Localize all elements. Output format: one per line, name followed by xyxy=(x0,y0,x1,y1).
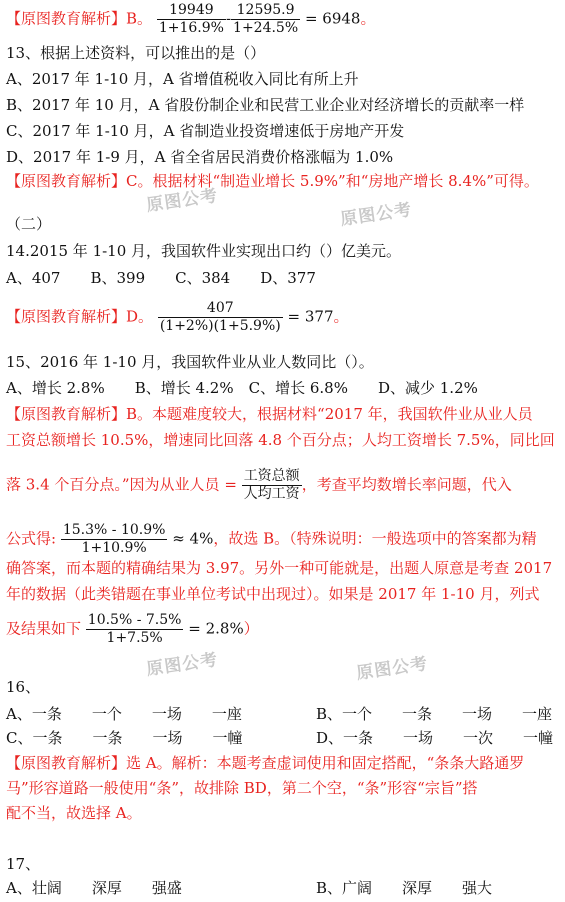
q13-analysis: 【原图教育解析】C。根据材料“制造业增长 5.9%”和“房地产增长 8.4%”可得。 xyxy=(6,172,539,190)
fraction: $\frac{15.3\% - 10.9\%}{1+10.9\%}$ xyxy=(62,522,166,556)
q16-option-a: A、一条 一个 一场 一座 xyxy=(6,705,242,723)
q15-analysis-line4: 公式得: $\frac{15.3\% - 10.9\%}{1+10.9\%}$ ≈ 4%，故选 B。（特殊说明：一般选项中的答案都为精 xyxy=(6,522,537,556)
q17-option-a: A、壮阔 深厚 强盛 xyxy=(6,879,182,897)
q16-option-d: D、一条 一场 一次 一幢 xyxy=(316,729,554,747)
q15-options: A、增长 2.8% B、增长 4.2% C、增长 6.8% D、减少 1.2% xyxy=(6,379,478,397)
q14-analysis: 【原图教育解析】D。 $\frac{407}{(1+2\%)(1+5.9\%)}$ = 377。 xyxy=(6,300,349,334)
q16-analysis-line1: 【原图教育解析】选 A。解析：本题考查虚词使用和固定搭配，“条条大路通罗 xyxy=(6,754,525,772)
q15-analysis-line1: 【原图教育解析】B。本题难度较大，根据材料“2017 年，我国软件业从业人员 xyxy=(6,405,533,423)
q13-option-d: D、2017 年 1-9 月，A 省全省居民消费价格涨幅为 1.0% xyxy=(6,148,394,166)
q13-option-c: C、2017 年 1-10 月，A 省制造业投资增速低于房地产开发 xyxy=(6,122,405,140)
watermark: 原图公考 xyxy=(145,650,220,680)
fraction: $\frac{407}{(1+2\%)(1+5.9\%)}$ xyxy=(159,300,281,334)
answer: D。 xyxy=(126,307,154,326)
watermark: 原图公考 xyxy=(339,200,414,230)
fraction: $\frac{19949}{1+16.9\%}$ xyxy=(158,2,224,36)
q16-option-c: C、一条 一条 一场 一幢 xyxy=(6,729,243,747)
q15-analysis-line2: 工资总额增长 10.5%，增速同比回落 4.8 个百分点；人均工资增长 7.5%，同比回 xyxy=(6,431,555,449)
q14-stem: 14.2015 年 1-10 月，我国软件业实现出口约（）亿美元。 xyxy=(6,242,402,260)
section-heading: （二） xyxy=(6,215,52,233)
q17-option-b: B、广阔 深厚 强大 xyxy=(316,879,493,897)
result: = 377 xyxy=(287,307,334,326)
q13-option-b: B、2017 年 10 月，A 省股份制企业和民营工业企业对经济增长的贡献率一样 xyxy=(6,96,525,114)
q13-stem: 13、根据上述资料，可以推出的是（） xyxy=(6,44,266,62)
q16-stem: 16、 xyxy=(6,678,41,696)
fraction: $\frac{\text{工资总额}}{\text{人均工资}}$ xyxy=(243,468,300,502)
analysis-label: 【原图教育解析】 xyxy=(6,9,127,28)
q15-analysis-line5: 确答案，而本题的精确结果为 3.97。另外一种可能就是，出题人原意是考查 2017 xyxy=(6,559,553,577)
q15-analysis-line7: 及结果如下 $\frac{10.5\% - 7.5\%}{1+7.5\%}$ = 2.8%） xyxy=(6,612,259,646)
q15-analysis-line6: 年的数据（此类错题在事业单位考试中出现过）。如果是 2017 年 1-10 月，列式 xyxy=(6,585,540,603)
watermark: 原图公考 xyxy=(145,186,220,216)
q12-analysis: 【原图教育解析】B。 $\frac{19949}{1+16.9\%}$ - $\frac{12595.9}{1+24.5\%}$ = 6948。 xyxy=(6,2,376,36)
q17-stem: 17、 xyxy=(6,855,41,873)
answer: B。 xyxy=(126,9,153,28)
analysis-label: 【原图教育解析】 xyxy=(6,307,127,326)
watermark: 原图公考 xyxy=(355,654,430,684)
fraction: $\frac{10.5\% - 7.5\%}{1+7.5\%}$ xyxy=(87,612,182,646)
q15-analysis-line3: 落 3.4 个百分点。”因为从业人员 = $\frac{\text{工资总额}}{\text{人均工资}}$ ，考查平均数增长率问题，代入 xyxy=(6,468,512,502)
q13-option-a: A、2017 年 1-10 月，A 省增值税收入同比有所上升 xyxy=(6,70,359,88)
q16-analysis-line2: 马”形容道路一般使用“条”，故排除 BD，第二个空，“条”形容“宗旨”搭 xyxy=(6,779,478,797)
q16-analysis-line3: 配不当，故选择 A。 xyxy=(6,804,142,822)
q15-stem: 15、2016 年 1-10 月，我国软件业从业人数同比（）。 xyxy=(6,353,374,371)
fraction: $\frac{12595.9}{1+24.5\%}$ xyxy=(233,2,299,36)
q16-option-b: B、一个 一条 一场 一座 xyxy=(316,705,553,723)
result: = 6948 xyxy=(304,9,361,28)
q14-options: A、407 B、399 C、384 D、377 xyxy=(6,269,316,287)
